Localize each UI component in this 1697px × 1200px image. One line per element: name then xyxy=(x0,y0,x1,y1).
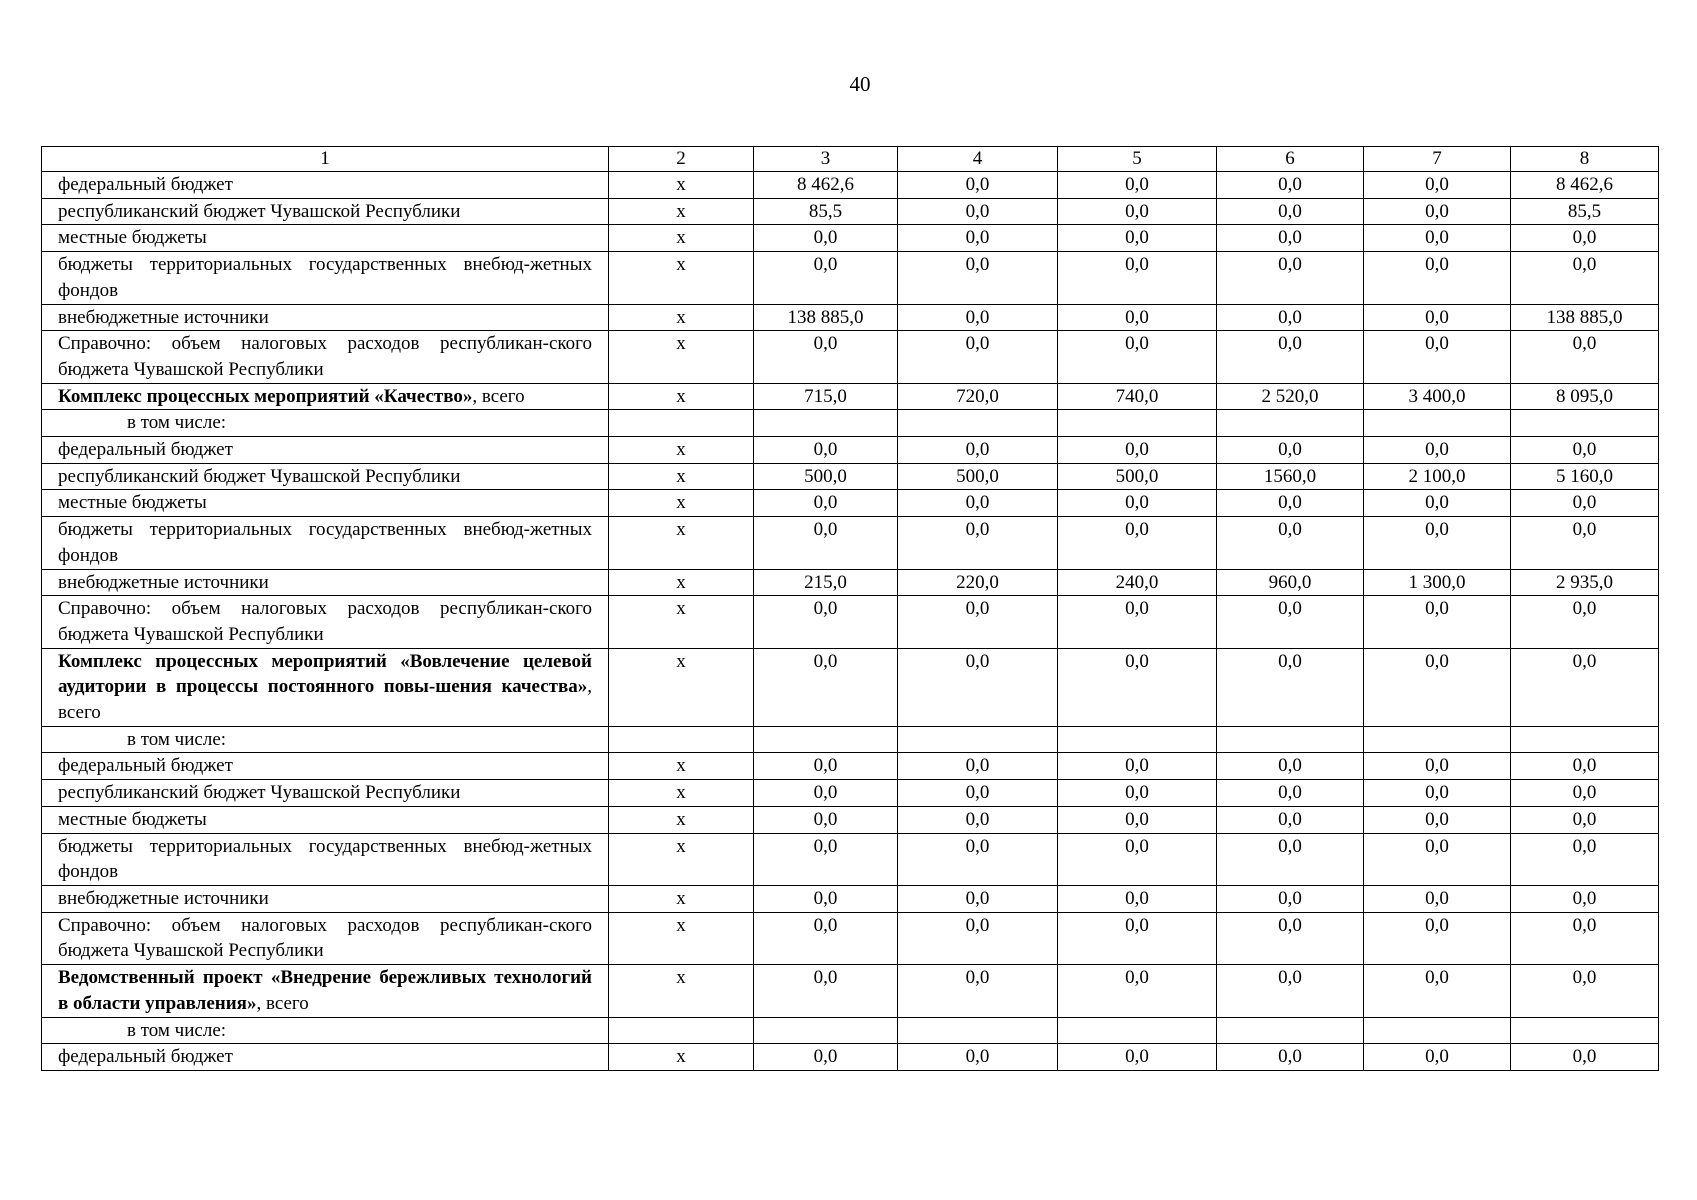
value-cell xyxy=(1364,1017,1511,1044)
table-row xyxy=(42,463,1659,490)
row-label xyxy=(42,1044,609,1071)
row-label-text: местные бюджеты xyxy=(58,808,207,830)
value-cell: 0,0 xyxy=(1364,1044,1511,1071)
value-cell: 0,0 xyxy=(898,648,1058,726)
value-cell: 0,0 xyxy=(1511,490,1659,517)
value-cell: 0,0 xyxy=(1058,753,1217,780)
value-cell: 0,0 xyxy=(1511,806,1659,833)
value-cell: 0,0 xyxy=(1058,172,1217,199)
value-cell xyxy=(609,1017,754,1044)
value-cell: 0,0 xyxy=(1058,331,1217,383)
row-label xyxy=(42,726,609,753)
value-cell: x xyxy=(609,1044,754,1071)
value-cell xyxy=(1217,410,1364,437)
value-cell: 0,0 xyxy=(1364,490,1511,517)
value-cell: 0,0 xyxy=(898,965,1058,1017)
row-label-text: бюджеты территориальных государственных внебюд-жетных фондов xyxy=(58,835,592,883)
value-cell: 0,0 xyxy=(1511,437,1659,464)
value-cell xyxy=(1217,726,1364,753)
row-label-text: внебюджетные источники xyxy=(58,887,269,909)
value-cell xyxy=(609,726,754,753)
value-cell: 0,0 xyxy=(1364,252,1511,304)
column-header: 6 xyxy=(1217,147,1364,172)
row-label-text: Комплекс процессных мероприятий «Вовлечение целевой аудитории в процессы постоянного повы-шения качества» xyxy=(58,650,592,698)
value-cell: 0,0 xyxy=(898,1044,1058,1071)
value-cell: x xyxy=(609,172,754,199)
page-number: 40 xyxy=(849,72,871,96)
value-cell: 0,0 xyxy=(1511,225,1659,252)
value-cell: 220,0 xyxy=(898,569,1058,596)
column-header: 1 xyxy=(42,147,609,172)
value-cell xyxy=(609,410,754,437)
row-label xyxy=(42,172,609,199)
row-label xyxy=(42,885,609,912)
value-cell: 0,0 xyxy=(1364,885,1511,912)
table-row xyxy=(42,198,1659,225)
value-cell: 720,0 xyxy=(898,383,1058,410)
column-header: 8 xyxy=(1511,147,1659,172)
value-cell: 500,0 xyxy=(1058,463,1217,490)
value-cell: 0,0 xyxy=(898,780,1058,807)
table-row xyxy=(42,304,1659,331)
value-cell: x xyxy=(609,304,754,331)
row-label-text: Справочно: объем налоговых расходов республикан-ского бюджета Чувашской Республики xyxy=(58,914,592,962)
value-cell: 0,0 xyxy=(1364,172,1511,199)
value-cell: 0,0 xyxy=(1217,304,1364,331)
value-cell: 0,0 xyxy=(1058,517,1217,569)
value-cell xyxy=(1511,1017,1659,1044)
row-label-text: Справочно: объем налоговых расходов республикан-ского бюджета Чувашской Республики xyxy=(58,598,592,645)
value-cell: x xyxy=(609,198,754,225)
value-cell: 0,0 xyxy=(1364,648,1511,726)
value-cell: 0,0 xyxy=(1058,833,1217,885)
value-cell: x xyxy=(609,596,754,648)
table-row xyxy=(42,885,1659,912)
value-cell: 85,5 xyxy=(1511,198,1659,225)
value-cell: x xyxy=(609,753,754,780)
value-cell: 0,0 xyxy=(754,753,898,780)
value-cell: x xyxy=(609,225,754,252)
value-cell: 0,0 xyxy=(898,252,1058,304)
value-cell: 215,0 xyxy=(754,569,898,596)
value-cell xyxy=(1511,726,1659,753)
value-cell xyxy=(1058,410,1217,437)
value-cell: 0,0 xyxy=(1217,833,1364,885)
value-cell: 138 885,0 xyxy=(754,304,898,331)
value-cell: 0,0 xyxy=(1058,1044,1217,1071)
value-cell: 0,0 xyxy=(1217,490,1364,517)
value-cell: 0,0 xyxy=(1364,517,1511,569)
value-cell: x xyxy=(609,437,754,464)
value-cell: 0,0 xyxy=(754,833,898,885)
column-header: 4 xyxy=(898,147,1058,172)
value-cell: 0,0 xyxy=(1364,806,1511,833)
value-cell: 0,0 xyxy=(1511,833,1659,885)
table-row xyxy=(42,437,1659,464)
value-cell: x xyxy=(609,383,754,410)
value-cell: 0,0 xyxy=(898,912,1058,964)
table-row xyxy=(42,569,1659,596)
value-cell: 0,0 xyxy=(1217,1044,1364,1071)
value-cell: x xyxy=(609,490,754,517)
value-cell xyxy=(898,410,1058,437)
value-cell: 0,0 xyxy=(1058,252,1217,304)
value-cell: 0,0 xyxy=(754,648,898,726)
value-cell: 740,0 xyxy=(1058,383,1217,410)
value-cell: 0,0 xyxy=(898,885,1058,912)
value-cell xyxy=(1058,1017,1217,1044)
value-cell xyxy=(1217,1017,1364,1044)
value-cell: 0,0 xyxy=(1364,198,1511,225)
value-cell xyxy=(1364,726,1511,753)
value-cell: 0,0 xyxy=(1217,648,1364,726)
value-cell: 0,0 xyxy=(1364,780,1511,807)
row-label xyxy=(42,437,609,464)
value-cell: 0,0 xyxy=(898,753,1058,780)
row-label-text: бюджеты территориальных государственных внебюд-жетных фондов xyxy=(58,519,592,566)
row-label-text: в том числе: xyxy=(127,1019,227,1041)
section-row xyxy=(42,648,1659,726)
row-label-text: республиканский бюджет Чувашской Республики xyxy=(58,782,461,804)
value-cell: 0,0 xyxy=(1364,753,1511,780)
value-cell: 0,0 xyxy=(1217,780,1364,807)
value-cell: 0,0 xyxy=(1217,252,1364,304)
value-cell: 2 520,0 xyxy=(1217,383,1364,410)
value-cell: 0,0 xyxy=(1511,596,1659,648)
value-cell: 960,0 xyxy=(1217,569,1364,596)
value-cell: x xyxy=(609,780,754,807)
value-cell: 0,0 xyxy=(754,780,898,807)
value-cell: 0,0 xyxy=(754,252,898,304)
value-cell: x xyxy=(609,833,754,885)
value-cell: 0,0 xyxy=(898,437,1058,464)
value-cell: x xyxy=(609,806,754,833)
row-label xyxy=(42,383,609,410)
table-row xyxy=(42,596,1659,648)
row-label xyxy=(42,410,609,437)
row-label-suffix: , всего xyxy=(472,385,525,407)
value-cell: 0,0 xyxy=(898,596,1058,648)
value-cell: 0,0 xyxy=(1364,225,1511,252)
value-cell: 0,0 xyxy=(1217,198,1364,225)
value-cell: 0,0 xyxy=(898,331,1058,383)
value-cell: 0,0 xyxy=(754,517,898,569)
value-cell xyxy=(754,410,898,437)
table-row xyxy=(42,806,1659,833)
value-cell: 2 935,0 xyxy=(1511,569,1659,596)
value-cell: 0,0 xyxy=(898,490,1058,517)
value-cell: 0,0 xyxy=(1511,753,1659,780)
value-cell: 0,0 xyxy=(898,517,1058,569)
table-row xyxy=(42,753,1659,780)
value-cell: 0,0 xyxy=(1217,517,1364,569)
value-cell: 0,0 xyxy=(1058,490,1217,517)
table-row xyxy=(42,912,1659,964)
value-cell: 0,0 xyxy=(1217,172,1364,199)
row-label xyxy=(42,490,609,517)
row-label xyxy=(42,648,609,726)
row-label xyxy=(42,753,609,780)
value-cell: 0,0 xyxy=(1217,753,1364,780)
column-header: 2 xyxy=(609,147,754,172)
value-cell: 0,0 xyxy=(1058,198,1217,225)
value-cell: 0,0 xyxy=(754,437,898,464)
row-label xyxy=(42,1017,609,1044)
value-cell: x xyxy=(609,252,754,304)
value-cell: 0,0 xyxy=(1217,437,1364,464)
value-cell: 0,0 xyxy=(1511,912,1659,964)
value-cell: 0,0 xyxy=(1364,304,1511,331)
table-row xyxy=(42,252,1659,304)
value-cell: 0,0 xyxy=(1364,912,1511,964)
value-cell: 0,0 xyxy=(898,833,1058,885)
row-label-text: в том числе: xyxy=(127,728,227,750)
column-number-row xyxy=(42,147,1659,172)
value-cell: 0,0 xyxy=(898,172,1058,199)
value-cell: 0,0 xyxy=(754,331,898,383)
value-cell: 500,0 xyxy=(898,463,1058,490)
value-cell: 0,0 xyxy=(1217,331,1364,383)
value-cell: 0,0 xyxy=(1364,965,1511,1017)
value-cell: 0,0 xyxy=(754,806,898,833)
value-cell: 0,0 xyxy=(1364,331,1511,383)
value-cell: 0,0 xyxy=(898,198,1058,225)
row-label xyxy=(42,596,609,648)
value-cell: 240,0 xyxy=(1058,569,1217,596)
row-label-text: внебюджетные источники xyxy=(58,306,269,328)
table-row xyxy=(42,780,1659,807)
row-label-text: Справочно: объем налоговых расходов республикан-ского бюджета Чувашской Республики xyxy=(58,333,592,380)
value-cell: 0,0 xyxy=(1058,780,1217,807)
row-label-text: федеральный бюджет xyxy=(58,1046,233,1068)
value-cell: 0,0 xyxy=(1511,331,1659,383)
value-cell: 8 462,6 xyxy=(1511,172,1659,199)
table-body xyxy=(42,147,1659,1071)
value-cell: x xyxy=(609,331,754,383)
value-cell: 0,0 xyxy=(1511,885,1659,912)
value-cell: x xyxy=(609,569,754,596)
value-cell: x xyxy=(609,648,754,726)
row-label-suffix: , всего xyxy=(256,992,309,1014)
value-cell: 1 300,0 xyxy=(1364,569,1511,596)
row-label-text: в том числе: xyxy=(127,412,227,434)
budget-table xyxy=(41,146,1659,1071)
value-cell: 0,0 xyxy=(898,304,1058,331)
value-cell: 0,0 xyxy=(754,965,898,1017)
value-cell xyxy=(1511,410,1659,437)
value-cell: 0,0 xyxy=(1058,648,1217,726)
value-cell: x xyxy=(609,912,754,964)
table-row xyxy=(42,172,1659,199)
value-cell: 85,5 xyxy=(754,198,898,225)
value-cell: 0,0 xyxy=(1058,596,1217,648)
value-cell: 0,0 xyxy=(754,885,898,912)
row-label xyxy=(42,569,609,596)
value-cell xyxy=(1364,410,1511,437)
value-cell: 0,0 xyxy=(1058,965,1217,1017)
value-cell: 0,0 xyxy=(754,1044,898,1071)
value-cell: 0,0 xyxy=(754,225,898,252)
value-cell: 0,0 xyxy=(1217,965,1364,1017)
row-label xyxy=(42,463,609,490)
value-cell: 0,0 xyxy=(754,490,898,517)
value-cell: 500,0 xyxy=(754,463,898,490)
value-cell: 0,0 xyxy=(1217,912,1364,964)
row-label-text: внебюджетные источники xyxy=(58,571,269,593)
column-header: 5 xyxy=(1058,147,1217,172)
value-cell: 0,0 xyxy=(1511,252,1659,304)
row-label-text: бюджеты территориальных государственных внебюд-жетных фондов xyxy=(58,254,592,301)
row-label-text: федеральный бюджет xyxy=(58,755,233,777)
table-row xyxy=(42,225,1659,252)
value-cell xyxy=(898,1017,1058,1044)
value-cell: x xyxy=(609,965,754,1017)
value-cell: 0,0 xyxy=(1511,517,1659,569)
row-label-text: федеральный бюджет xyxy=(58,174,233,195)
section-row xyxy=(42,965,1659,1017)
value-cell: 0,0 xyxy=(1058,912,1217,964)
value-cell: 0,0 xyxy=(1058,885,1217,912)
subheading-row xyxy=(42,1017,1659,1044)
row-label xyxy=(42,806,609,833)
row-label xyxy=(42,304,609,331)
value-cell: 0,0 xyxy=(1364,833,1511,885)
value-cell: 0,0 xyxy=(1364,596,1511,648)
value-cell: 3 400,0 xyxy=(1364,383,1511,410)
value-cell: 0,0 xyxy=(1058,225,1217,252)
value-cell: x xyxy=(609,463,754,490)
value-cell: 0,0 xyxy=(1511,1044,1659,1071)
value-cell: 0,0 xyxy=(754,912,898,964)
value-cell: 0,0 xyxy=(1058,806,1217,833)
row-label-text: местные бюджеты xyxy=(58,227,207,249)
row-label xyxy=(42,198,609,225)
value-cell: 8 095,0 xyxy=(1511,383,1659,410)
row-label xyxy=(42,225,609,252)
value-cell: 2 100,0 xyxy=(1364,463,1511,490)
value-cell: 0,0 xyxy=(898,225,1058,252)
row-label xyxy=(42,252,609,304)
value-cell: 715,0 xyxy=(754,383,898,410)
row-label-text: республиканский бюджет Чувашской Республики xyxy=(58,465,461,487)
table-row xyxy=(42,490,1659,517)
row-label xyxy=(42,833,609,885)
value-cell: 1560,0 xyxy=(1217,463,1364,490)
subheading-row xyxy=(42,726,1659,753)
row-label xyxy=(42,912,609,964)
table-row xyxy=(42,833,1659,885)
value-cell: 0,0 xyxy=(1217,806,1364,833)
subheading-row xyxy=(42,410,1659,437)
row-label-text: Комплекс процессных мероприятий «Качество» xyxy=(58,385,473,407)
value-cell: 5 160,0 xyxy=(1511,463,1659,490)
row-label xyxy=(42,965,609,1017)
column-header: 3 xyxy=(754,147,898,172)
row-label-text: Ведомственный проект «Внедрение бережливых технологий в области управления» xyxy=(58,967,592,1014)
value-cell: 0,0 xyxy=(1217,596,1364,648)
value-cell xyxy=(1058,726,1217,753)
value-cell: 0,0 xyxy=(1511,780,1659,807)
table-row xyxy=(42,517,1659,569)
row-label xyxy=(42,517,609,569)
column-header: 7 xyxy=(1364,147,1511,172)
value-cell: 8 462,6 xyxy=(754,172,898,199)
table-row xyxy=(42,1044,1659,1071)
value-cell: 0,0 xyxy=(1217,225,1364,252)
value-cell xyxy=(754,1017,898,1044)
value-cell: 0,0 xyxy=(1058,304,1217,331)
table-row xyxy=(42,331,1659,383)
row-label xyxy=(42,780,609,807)
row-label-text: местные бюджеты xyxy=(58,492,207,514)
value-cell: 0,0 xyxy=(898,806,1058,833)
value-cell: x xyxy=(609,517,754,569)
value-cell: 0,0 xyxy=(1217,885,1364,912)
value-cell: 0,0 xyxy=(1511,648,1659,726)
row-label xyxy=(42,331,609,383)
row-label-text: федеральный бюджет xyxy=(58,439,233,461)
value-cell xyxy=(754,726,898,753)
value-cell: 0,0 xyxy=(754,596,898,648)
row-label-suffix: , всего xyxy=(58,676,592,724)
value-cell: x xyxy=(609,885,754,912)
value-cell: 0,0 xyxy=(1511,965,1659,1017)
value-cell xyxy=(898,726,1058,753)
row-label-text: республиканский бюджет Чувашской Республики xyxy=(58,200,461,222)
value-cell: 0,0 xyxy=(1364,437,1511,464)
section-row xyxy=(42,383,1659,410)
value-cell: 138 885,0 xyxy=(1511,304,1659,331)
value-cell: 0,0 xyxy=(1058,437,1217,464)
